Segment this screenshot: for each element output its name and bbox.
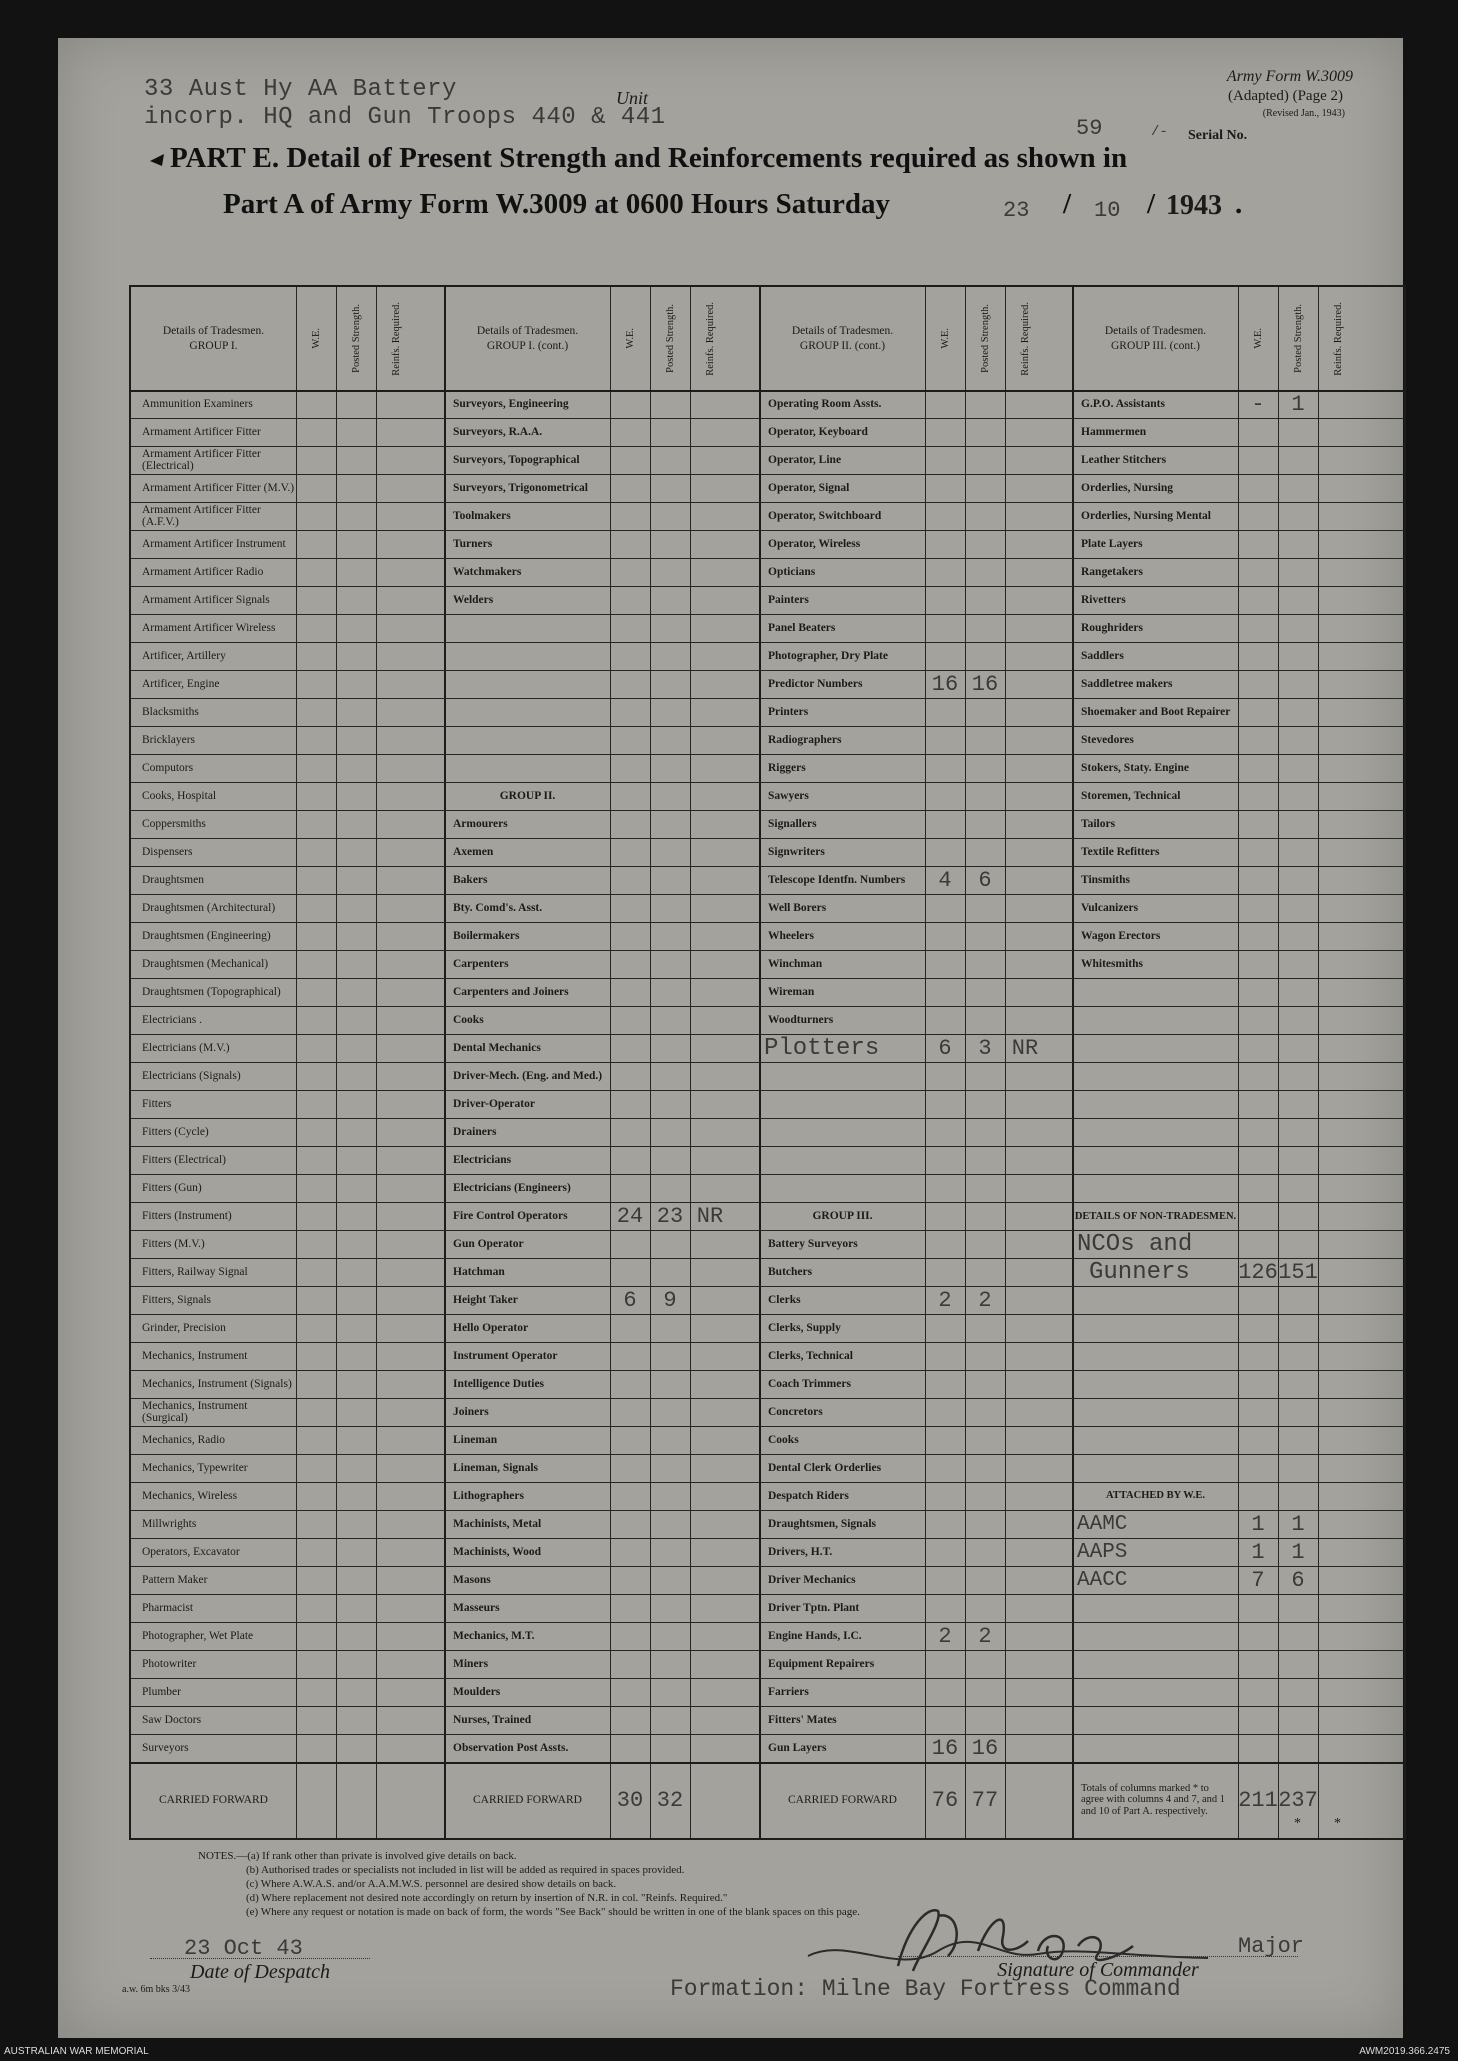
trade-label: Bakers [453,874,488,886]
totals-note: Totals of columns marked * to agree with columns 4 and 7, and 1 and 10 of Part A. respectively. [1081,1782,1226,1817]
notes-b: (b) Authorised trades or specialists not included in list will be added as required in spaces provided. [246,1864,685,1876]
trade-label: Clerks, Technical [768,1350,853,1362]
trade-label: Armament Artificer Fitter (Electrical) [142,448,261,472]
trade-label: Millwrights [142,1518,197,1530]
trade-label: Carpenters [453,958,509,970]
trade-label: Toolmakers [453,510,511,522]
unit-label: Unit [616,88,649,108]
trade-label: Draughtsmen (Engineering) [142,930,271,942]
trade-label: Driver-Operator [453,1098,535,1110]
trade-label: Axemen [453,846,494,858]
column-header-details: Details of Tradesmen. GROUP III. (cont.) [1104,324,1207,352]
form-adapted: (Adapted) (Page 2) [1228,88,1343,104]
title-line-2: Part A of Army Form W.3009 at 0600 Hours Saturday [223,188,890,220]
trade-label: Wagon Erectors [1081,930,1161,942]
trade-label: Photowriter [142,1658,197,1670]
trade-label: Electricians (M.V.) [142,1042,230,1054]
row-rule [131,1062,1404,1063]
trade-label: Roughriders [1081,622,1143,634]
trade-label: Surveyors, Trigonometrical [453,482,588,494]
trade-label: Tailors [1081,818,1116,830]
trade-label: Lineman [453,1434,498,1446]
clerks-posted: 2 [978,1287,992,1313]
date-month: 10 [1094,198,1121,223]
height-taker-we: 6 [623,1287,637,1313]
trade-label: Bty. Comd's. Asst. [453,902,543,914]
date-sep-1: / [1063,188,1072,220]
trade-label: Turners [453,538,493,550]
trade-label: Operating Room Assts. [768,398,882,410]
trade-label: Intelligence Duties [453,1378,545,1390]
column-header-posted: Posted Strength. [1292,304,1304,373]
non-trades-posted: 151 [1278,1259,1318,1285]
trade-label: Well Borers [768,902,827,914]
trade-label: Gun Operator [453,1238,524,1250]
trade-label: Electricians (Signals) [142,1070,241,1082]
trade-label: Whitesmiths [1081,958,1143,970]
trade-label: Machinists, Wood [453,1546,541,1558]
arrow-icon [150,154,166,168]
trade-label: Drainers [453,1126,497,1138]
carried-forward-label-2: CARRIED FORWARD [473,1794,582,1806]
trade-label: Electricians . [142,1014,203,1026]
trade-label: Operator, Wireless [768,538,861,550]
attached-we: 7 [1251,1567,1265,1593]
notes-a: NOTES.—(a) If rank other than private is involved give details on back. [198,1850,517,1862]
trade-label: Fitters (Instrument) [142,1210,232,1222]
trade-label: Radiographers [768,734,842,746]
non-trades-heading: DETAILS OF NON-TRADESMEN. [1074,1210,1237,1222]
clerks-we: 2 [938,1287,952,1313]
attached-we: 1 [1251,1511,1265,1537]
title-arrow [150,154,166,173]
trade-label: Electricians (Engineers) [453,1182,571,1194]
column-header-reinfs: Reinfs. Required. [390,301,402,376]
trade-label: Clerks, Supply [768,1322,841,1334]
serial-label: Serial No. [1188,128,1248,143]
trade-label: Masons [453,1574,491,1586]
attached-posted: 1 [1291,1539,1305,1565]
column-header-we: W.E. [939,328,951,349]
non-trades-line-1: NCOs and [1077,1230,1193,1258]
trade-label: Grinder, Precision [142,1322,226,1334]
form-paper [58,38,1403,2038]
trade-label: Surveyors, R.A.A. [453,426,543,438]
trade-label: Draughtsmen (Topographical) [142,986,281,998]
trade-label: Vulcanizers [1081,902,1139,914]
trade-label: Mechanics, Instrument (Signals) [142,1378,292,1390]
trade-label: Orderlies, Nursing Mental [1081,510,1211,522]
trade-label: Gun Layers [768,1742,827,1754]
trade-label: Armament Artificer Fitter (A.F.V.) [142,504,261,528]
trade-label: Fitters' Mates [768,1714,837,1726]
gun-layers-we: 16 [931,1735,959,1761]
trade-label: Dental Clerk Orderlies [768,1462,882,1474]
column-header-we: W.E. [1252,328,1264,349]
date-day: 23 [1003,198,1030,223]
trade-label: Draughtsmen (Architectural) [142,902,276,914]
attached-label: AAMC [1077,1512,1128,1536]
trade-label: Height Taker [453,1294,518,1306]
plotters-we: 6 [938,1035,952,1061]
trade-label: Hammermen [1081,426,1147,438]
trade-label: Fitters (Cycle) [142,1126,209,1138]
trade-label: Hello Operator [453,1322,529,1334]
trade-label: Machinists, Metal [453,1518,542,1530]
gun-layers-posted: 16 [971,1735,999,1761]
trade-label: Signwriters [768,846,825,858]
trade-label: Mechanics, Instrument (Surgical) [142,1400,248,1424]
column-header-posted: Posted Strength. [664,304,676,373]
carried-forward-label-1: CARRIED FORWARD [159,1794,268,1806]
plotters-label: Plotters [764,1034,880,1062]
date-end: . [1235,188,1243,220]
trade-label: Armament Artificer Signals [142,594,270,606]
telescope-posted: 6 [978,867,992,893]
attached-label: AAPS [1077,1540,1128,1564]
non-trades-line-2: Gunners [1089,1258,1190,1286]
trade-label: Computors [142,762,194,774]
trade-label: Fitters [142,1098,172,1110]
trade-label: Mechanics, M.T. [453,1630,535,1642]
trade-label: Cooks, Hospital [142,790,217,802]
column-header-we: W.E. [624,328,636,349]
carried-g2-posted: 32 [656,1787,684,1813]
trade-label: Leather Stitchers [1081,454,1167,466]
trade-label: Moulders [453,1686,501,1698]
column-header-reinfs: Reinfs. Required. [1332,301,1344,376]
formation: Formation: Milne Bay Fortress Command [670,1976,1181,2002]
trade-label: Pattern Maker [142,1574,208,1586]
rank: Major [1238,1934,1305,1959]
trade-label: Cooks [453,1014,484,1026]
trade-label: Mechanics, Wireless [142,1490,238,1502]
trade-label: Fire Control Operators [453,1210,568,1222]
predictor-we: 16 [931,671,959,697]
trade-label: Painters [768,594,809,606]
attached-we: 1 [1251,1539,1265,1565]
trade-label: Fitters (Gun) [142,1182,202,1194]
strength-table [129,285,1406,1840]
trade-label: Joiners [453,1406,489,1418]
non-trades-we: 126 [1238,1259,1278,1285]
trade-label: GROUP II. [499,790,556,802]
trade-label: Mechanics, Instrument [142,1350,248,1362]
trade-label: Draughtsmen (Mechanical) [142,958,269,970]
despatch-label: Date of Despatch [150,1958,370,1984]
trade-label: Clerks [768,1294,801,1306]
trade-label: Equipment Repairers [768,1658,875,1670]
trade-label: Armament Artificer Radio [142,566,264,578]
trade-label: Drivers, H.T. [768,1546,833,1558]
height-taker-posted: 9 [663,1287,677,1313]
trade-label: Masseurs [453,1602,500,1614]
trade-label: G.P.O. Assistants [1081,398,1165,410]
gpo-posted: 1 [1291,391,1305,417]
trade-label: Artificer, Engine [142,678,220,690]
fire-control-reinfs: NR [696,1203,724,1229]
trade-label: Stokers, Staty. Engine [1081,762,1189,774]
trade-label: Predictor Numbers [768,678,863,690]
trade-label: Operators, Excavator [142,1546,240,1558]
serial-value: 59 [1076,116,1103,141]
trade-label: Armament Artificer Fitter (M.V.) [142,482,295,494]
fire-control-posted: 23 [656,1203,684,1229]
trade-label: Bricklayers [142,734,196,746]
trade-label: Woodturners [768,1014,834,1026]
star-mark: * [1334,1816,1341,1831]
trade-label: Pharmacist [142,1602,194,1614]
row-rule [131,1118,1404,1119]
trade-label: Sawyers [768,790,809,802]
trade-label: Armament Artificer Instrument [142,538,286,550]
trade-label: Printers [768,706,809,718]
trade-label: Welders [453,594,494,606]
carried-g3-we: 76 [931,1787,959,1813]
signature-text: L A Hoe [988,1948,992,1949]
trade-label: Mechanics, Radio [142,1434,226,1446]
trade-label: Rivetters [1081,594,1126,606]
column-header-details: Details of Tradesmen. GROUP II. (cont.) [791,324,894,352]
trade-label: Boilermakers [453,930,520,942]
trade-label: Battery Surveyors [768,1238,858,1250]
watermark-left: AUSTRALIAN WAR MEMORIAL [4,2046,149,2057]
trade-label: Orderlies, Nursing [1081,482,1173,494]
trade-label: Draughtsmen [142,874,204,886]
attached-label: AACC [1077,1568,1128,1592]
row-rule [131,1146,1404,1147]
trade-label: Fitters, Railway Signal [142,1266,248,1278]
trade-label: Watchmakers [453,566,522,578]
column-header-details: Details of Tradesmen. GROUP I. (cont.) [476,324,579,352]
trade-label: Fitters (M.V.) [142,1238,205,1250]
trade-label: Fitters, Signals [142,1294,212,1306]
trade-label: Fitters (Electrical) [142,1154,226,1166]
trade-label: Dispensers [142,846,193,858]
notes-c: (c) Where A.W.A.S. and/or A.A.M.W.S. personnel are desired show details on back. [246,1878,617,1890]
trade-label: Engine Hands, I.C. [768,1630,862,1642]
trade-label: Despatch Riders [768,1490,849,1502]
attached-heading: ATTACHED BY W.E. [1106,1490,1205,1501]
trade-label: Ammunition Examiners [142,398,253,410]
print-code: a.w. 6m bks 3/43 [122,1984,190,1995]
trade-label: Armourers [453,818,508,830]
form-name: Army Form W.3009 [1226,68,1353,85]
trade-label: Electricians [453,1154,512,1166]
trade-label: Nurses, Trained [453,1714,532,1726]
star-mark: * [1294,1816,1301,1831]
trade-label: Instrument Operator [453,1350,558,1362]
trade-label: Signallers [768,818,817,830]
trade-label: Wheelers [768,930,814,942]
column-header-details: Details of Tradesmen. GROUP I. [162,324,265,352]
trade-label: Butchers [768,1266,813,1278]
trade-label: Wireman [768,986,815,998]
column-header-reinfs: Reinfs. Required. [704,301,716,376]
trade-label: Saddlers [1081,650,1124,662]
trade-label: Armament Artificer Wireless [142,622,276,634]
trade-label: Panel Beaters [768,622,836,634]
column-header-we: W.E. [310,328,322,349]
trade-label: Lineman, Signals [453,1462,538,1474]
total-posted: 237 [1278,1787,1318,1813]
telescope-we: 4 [938,867,952,893]
plotters-reinfs: NR [1011,1035,1039,1061]
column-header-posted: Posted Strength. [350,304,362,373]
serial-dash: /- [1151,124,1168,140]
trade-label: GROUP III. [812,1210,873,1222]
trade-label: Textile Refitters [1081,846,1160,858]
carried-g3-posted: 77 [971,1787,999,1813]
total-we: 211 [1238,1787,1278,1813]
trade-label: Shoemaker and Boot Repairer [1081,706,1231,718]
trade-label: Coach Trimmers [768,1378,851,1390]
trade-label: Opticians [768,566,816,578]
date-year: 1943 [1166,190,1222,221]
plotters-posted: 3 [978,1035,992,1061]
carried-g2-we: 30 [616,1787,644,1813]
trade-label: Stevedores [1081,734,1134,746]
trade-label: Plate Layers [1081,538,1143,550]
fire-control-we: 24 [616,1203,644,1229]
trade-label: Saw Doctors [142,1714,202,1726]
column-header-posted: Posted Strength. [979,304,991,373]
trade-label: Saddletree makers [1081,678,1173,690]
trade-label: Operator, Keyboard [768,426,868,438]
despatch-date: 23 Oct 43 [184,1936,303,1961]
trade-label: Rangetakers [1081,566,1143,578]
trade-label: Armament Artificer Fitter [142,426,261,438]
trade-label: Farriers [768,1686,809,1698]
row-rule [131,1090,1404,1091]
form-revised: (Revised Jan., 1943) [1262,108,1345,119]
trade-label: Photographer, Wet Plate [142,1630,254,1642]
trade-label: Surveyors, Topographical [453,454,580,466]
signature-label: Signature of Commander [898,1956,1298,1982]
trade-label: Operator, Switchboard [768,510,882,522]
trade-label: Driver Tptn. Plant [768,1602,860,1614]
trade-label: Hatchman [453,1266,505,1278]
trade-label: Driver Mechanics [768,1574,856,1586]
predictor-posted: 16 [971,671,999,697]
gpo-we: - [1251,391,1265,417]
trade-label: Lithographers [453,1490,524,1502]
trade-label: Coppersmiths [142,818,206,830]
trade-label: Telescope Identfn. Numbers [768,874,906,886]
trade-label: Surveyors [142,1742,189,1754]
trade-label: Carpenters and Joiners [453,986,569,998]
trade-label: Draughtsmen, Signals [768,1518,876,1530]
attached-posted: 1 [1291,1511,1305,1537]
carried-forward-label-3: CARRIED FORWARD [788,1794,897,1806]
trade-label: Tinsmiths [1081,874,1131,886]
trade-label: Dental Mechanics [453,1042,541,1054]
trade-label: Mechanics, Typewriter [142,1462,248,1474]
date-sep-2: / [1147,188,1156,220]
unit-line-1: 33 Aust Hy AA Battery [144,76,457,103]
attached-posted: 6 [1291,1567,1305,1593]
unit-line-2: incorp. HQ and Gun Troops 440 & 441 [144,104,666,131]
trade-label: Surveyors, Engineering [453,398,569,410]
trade-label: Operator, Line [768,454,842,466]
engine-hands-posted: 2 [978,1623,992,1649]
engine-hands-we: 2 [938,1623,952,1649]
trade-label: Blacksmiths [142,706,199,718]
title-line-1: PART E. Detail of Present Strength and Reinforcements required as shown in [170,142,1128,174]
watermark-right: AWM2019.366.2475 [1359,2046,1450,2057]
trade-label: Photographer, Dry Plate [768,650,888,662]
trade-label: Driver-Mech. (Eng. and Med.) [453,1070,603,1082]
trade-label: Operator, Signal [768,482,850,494]
trade-label: Cooks [768,1434,799,1446]
trade-label: Winchman [768,958,823,970]
column-header-reinfs: Reinfs. Required. [1019,301,1031,376]
trade-label: Artificer, Artillery [142,650,226,662]
notes-d: (d) Where replacement not desired note accordingly on return by insertion of N.R. in col. "Reinfs. Required." [246,1892,728,1904]
trade-label: Plumber [142,1686,181,1698]
row-rule [131,1174,1404,1175]
trade-label: Concretors [768,1406,823,1418]
trade-label: Storemen, Technical [1081,790,1181,802]
trade-label: Riggers [768,762,806,774]
trade-label: Miners [453,1658,489,1670]
notes-e: (e) Where any request or notation is made on back of form, the words "See Back" should be written in one of the blank spaces on this page. [246,1906,860,1918]
trade-label: Observation Post Assts. [453,1742,569,1754]
